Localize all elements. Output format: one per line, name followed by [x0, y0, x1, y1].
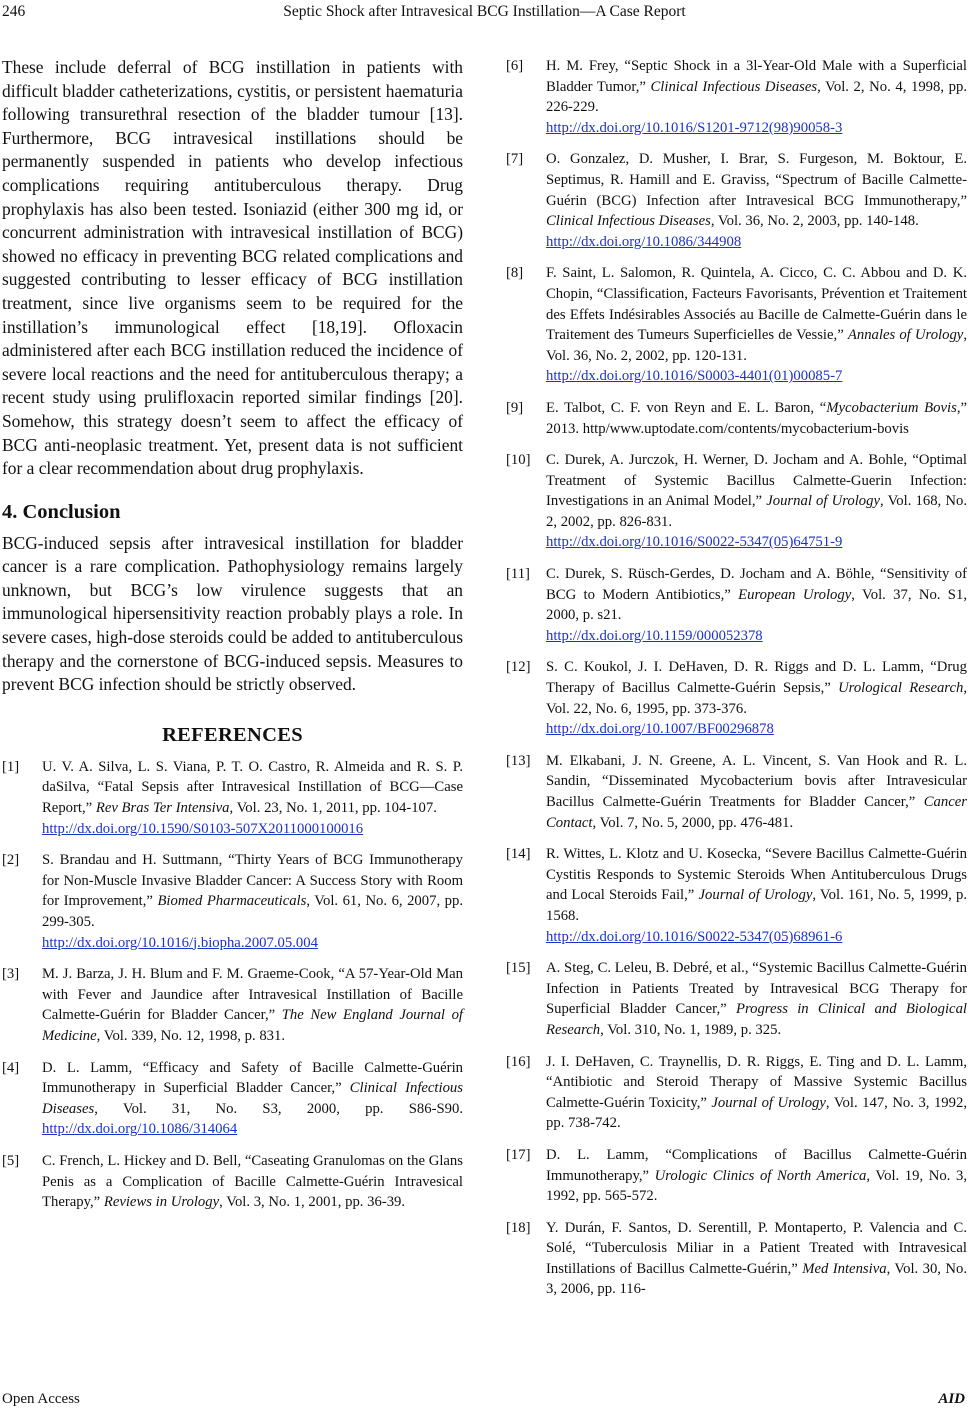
reference-text: C. French, L. Hickey and D. Bell, “Caseating Granulomas on the Glans Penis as a Complication of Bacille Calmette-Guérin Intravesical Therapy,” — [42, 1152, 463, 1211]
reference-journal: Journal of Urology — [766, 493, 881, 510]
reference-item — [506, 450, 967, 553]
reference-details: , Vol. 7, No. 5, 2000, pp. 476-481. — [592, 814, 794, 831]
reference-doi-link[interactable]: http://dx.doi.org/10.1007/BF00296878 — [546, 721, 774, 738]
reference-journal: Reviews in Urology — [103, 1194, 220, 1211]
reference-item — [506, 1218, 967, 1300]
reference-journal: Journal of Urology — [698, 887, 813, 904]
journal-abbrev: AID — [938, 1391, 965, 1407]
reference-item — [506, 398, 967, 439]
left-column — [2, 56, 463, 1224]
reference-number: [8] — [506, 265, 524, 282]
reference-details: , Vol. 168, No. 2, 2002, pp. 826-831. — [546, 493, 967, 530]
body-paragraph: These include deferral of BCG instillation in patients with difficult bladder catheterizations, cystitis, or persistent haematuria following transurethral resection of the bladder tumour [13]. Furthermore, BCG intravesical instillations should be permanently suspended in patients who develop infectious complications requiring antituberculous therapy. Drug prophylaxis has also been tested. Isoniazid (either 300 mg id, or concurrent administration with intravesical instillation of BCG) showed no efficacy in preventing BCG related complications and suggested contributing to lesser efficacy of BCG instillation treatment, since live organisms seem to be required for the instillation’s immunological effect [18,19]. Ofloxacin administered after each BCG instillation reduced the incidence of severe local reactions and the need for antituberculous therapy; a recent study using prulifloxacin reported similar findings [20]. Somehow, this strategy doesn’t seem to affect the efficacy of BCG anti-neoplasic treatment. Yet, present data is not sufficient for a clear recommendation about drug prophylaxis. — [2, 57, 463, 479]
reference-number: [4] — [2, 1059, 20, 1076]
reference-journal: Progress in Clinical and Biological Research — [546, 1001, 968, 1038]
reference-item — [506, 263, 967, 387]
reference-item — [506, 751, 967, 833]
reference-item — [506, 149, 967, 252]
reference-details: , Vol. 2, No. 4, 1998, pp. 226-229. — [546, 78, 967, 116]
reference-number: [6] — [506, 58, 524, 74]
reference-text: O. Gonzalez, D. Musher, I. Brar, S. Furgeson, M. Boktour, E. Septimus, R. Hamill and E. Graviss, “Spectrum of Bacille Calmette-Guérin (BCG) Infection after Intravesical BCG Immunotherapy,” — [546, 151, 967, 209]
reference-number: [18] — [506, 1219, 531, 1236]
reference-details: , Vol. 23, No. 1, 2011, pp. 104-107. — [229, 800, 437, 817]
reference-details: , Vol. 310, No. 1, 1989, p. 325. — [600, 1021, 782, 1038]
reference-doi-link[interactable]: http://dx.doi.org/10.1086/344908 — [546, 233, 742, 250]
reference-item — [506, 958, 967, 1040]
page-number: 246 — [2, 3, 26, 20]
reference-text: M. Elkabani, J. N. Greene, A. L. Vincent, S. Van Hook and R. L. Sandin, “Disseminated Mycobacterium bovis after Intravesicular Bacillus Calmette-Guérin Treatments for Bladder Cancer,” — [546, 752, 967, 810]
references-heading: REFERENCES — [162, 723, 303, 746]
reference-journal: Mycobacterium Bovis — [826, 399, 957, 416]
reference-doi-link[interactable]: http://dx.doi.org/10.1016/S0022-5347(05)68961-6 — [546, 928, 843, 945]
reference-text: F. Saint, L. Salomon, R. Quintela, A. Cicco, C. C. Abbou and D. K. Chopin, “Classification, Facteurs Favorisants, Prévention et Traitement des Effets Indésirables Associés au Bacille de Calmette-Guérin dans le Traitement des Tumeurs Superficielles de Vessie,” — [546, 265, 967, 344]
reference-text: C. Durek, A. Jurczok, H. Werner, D. Jocham and A. Bohle, “Optimal Treatment of Systemic Bacillus Calmette-Guerin Infection: Investigations in an Animal Model,” — [546, 452, 967, 510]
reference-number: [7] — [506, 151, 524, 168]
reference-text: R. Wittes, L. Klotz and U. Kosecka, “Severe Bacillus Calmette-Guérin Cystitis Responds to Systemic Steroids When Antituberculous Drugs and Local Steroids Fail,” — [546, 846, 967, 904]
reference-number: [11] — [506, 566, 530, 583]
reference-item — [2, 757, 463, 839]
reference-journal: Biomed Pharmaceuticals — [157, 893, 307, 910]
reference-doi-link[interactable]: http://dx.doi.org/10.1159/000052378 — [546, 627, 763, 644]
reference-number: [5] — [2, 1152, 20, 1169]
reference-details: ,” 2013. http/www.uptodate.com/contents/mycobacterium-bovis — [546, 399, 968, 437]
reference-text: J. I. DeHaven, C. Traynellis, D. R. Riggs, E. Ting and D. L. Lamm, “Antibiotic and Steroid Therapy of Massive Systemic Bacillus Calmette-Guérin Toxicity,” — [546, 1053, 967, 1111]
reference-number: [12] — [506, 659, 531, 676]
reference-doi-link[interactable]: http://dx.doi.org/10.1016/j.biopha.2007.05.004 — [42, 934, 318, 951]
reference-journal: Annales of Urology — [847, 327, 964, 344]
reference-text: H. M. Frey, “Septic Shock in a 3l-Year-Old Male with a Superficial Bladder Tumor,” — [546, 58, 967, 95]
reference-item — [2, 1151, 463, 1213]
reference-number: [3] — [2, 966, 20, 983]
open-access-label: Open Access — [2, 1391, 80, 1407]
reference-journal: The New England Journal of Medicine — [42, 1007, 463, 1044]
reference-details: , Vol. 36, No. 2, 2003, pp. 140-148. — [710, 213, 919, 230]
reference-details: , Vol. 147, No. 3, 1992, pp. 738-742. — [546, 1094, 967, 1132]
reference-number: [2] — [2, 852, 20, 869]
reference-text: U. V. A. Silva, L. S. Viana, P. T. O. Castro, R. Almeida and R. S. P. daSilva, “Fatal Sepsis after Intravesical Instillation of BCG—Case Report,” — [42, 758, 463, 817]
reference-details: , Vol. 61, No. 6, 2007, pp. 299-305. — [42, 893, 463, 930]
reference-item — [506, 1052, 967, 1134]
reference-number: [14] — [506, 846, 531, 863]
reference-journal: Cancer Contact — [546, 794, 967, 831]
reference-list-left — [2, 757, 463, 1213]
reference-text: A. Steg, C. Leleu, B. Debré, et al., “Systemic Bacillus Calmette-Guérin Infection in Patients Treated by Intravesical BCG Therapy for Superficial Bladder Cancer,” — [546, 960, 967, 1018]
reference-item — [506, 657, 967, 739]
reference-details: , Vol. 22, No. 6, 1995, pp. 373-376. — [546, 680, 968, 717]
reference-journal: Urological Research — [838, 680, 964, 697]
reference-doi-link[interactable]: http://dx.doi.org/10.1016/S0003-4401(01)00085-7 — [546, 368, 843, 385]
reference-journal: Med Intensiva — [802, 1260, 887, 1277]
reference-details: , Vol. 36, No. 2, 2002, pp. 120-131. — [546, 327, 967, 364]
reference-item — [506, 56, 967, 138]
reference-journal: Clinical Infectious Diseases — [546, 213, 711, 230]
reference-doi-link[interactable]: http://dx.doi.org/10.1590/S0103-507X2011000100016 — [42, 820, 364, 837]
reference-details: , Vol. 37, No. S1, 2000, p. s21. — [546, 586, 967, 624]
reference-details: , Vol. 31, No. S3, 2000, pp. S86-S90. — [94, 1100, 463, 1117]
conclusion-paragraph: BCG-induced sepsis after intravesical instillation for bladder cancer is a rare complication. Pathophysiology remains largely unknown, but BCG’s low virulence suggests that an immunological hipersensitivity reaction probably plays a role. In severe cases, high-dose steroids could be added to antituberculous therapy and the cornerstone of BCG-induced sepsis. Measures to prevent BCG infection should be strictly observed. — [2, 532, 463, 695]
reference-journal: Clinical Infectious Diseases — [42, 1080, 463, 1117]
reference-details: , Vol. 30, No. 3, 2006, pp. 116- — [546, 1260, 967, 1298]
reference-number: [15] — [506, 960, 531, 977]
right-column — [506, 56, 967, 1311]
reference-number: [1] — [2, 758, 20, 775]
reference-text: S. Brandau and H. Suttmann, “Thirty Years of BCG Immunotherapy for Non-Muscle Invasive Bladder Cancer: A Success Story with Room for Improvement,” — [42, 852, 463, 910]
reference-text: E. Talbot, C. F. von Reyn and E. L. Baron, “ — [546, 399, 827, 416]
reference-number: [9] — [506, 399, 524, 416]
reference-item — [2, 964, 463, 1046]
reference-doi-link[interactable]: http://dx.doi.org/10.1086/314064 — [42, 1121, 238, 1138]
reference-text: D. L. Lamm, “Complications of Bacillus Calmette-Guérin Immunotherapy,” — [546, 1146, 967, 1184]
reference-text: D. L. Lamm, “Efficacy and Safety of Bacille Calmette-Guérin Immunotherapy in Superficial Bladder Cancer,” — [42, 1059, 463, 1097]
reference-details: , Vol. 19, No. 3, 1992, pp. 565-572. — [546, 1167, 967, 1205]
reference-doi-link[interactable]: http://dx.doi.org/10.1016/S1201-9712(98)90058-3 — [546, 119, 843, 136]
reference-journal: Urologic Clinics of North America — [654, 1167, 867, 1184]
reference-journal: Rev Bras Ter Intensiva — [95, 800, 230, 817]
reference-text: M. J. Barza, J. H. Blum and F. M. Graeme-Cook, “A 57-Year-Old Man with Fever and Jaundice after Intravesical Instillation of Bacille Calmette-Guérin for Bladder Cancer,” — [42, 966, 463, 1024]
reference-doi-link[interactable]: http://dx.doi.org/10.1016/S0022-5347(05)64751-9 — [546, 534, 843, 551]
reference-details: , Vol. 161, No. 5, 1999, p. 1568. — [546, 887, 967, 924]
conclusion-heading: 4. Conclusion — [2, 500, 121, 523]
reference-item — [2, 1058, 463, 1140]
reference-number: [16] — [506, 1053, 531, 1070]
reference-number: [17] — [506, 1146, 531, 1163]
reference-journal: European Urology — [738, 586, 852, 603]
reference-text: Y. Durán, F. Santos, D. Serentill, P. Montaperto, P. Valencia and C. Solé, “Tuberculosis Miliar in a Patient Treated with Intravesical Instillations of Bacillus Calmette-Guérin,” — [546, 1219, 967, 1277]
reference-details: , Vol. 3, No. 1, 2001, pp. 36-39. — [219, 1194, 406, 1211]
reference-journal: Clinical Infectious Diseases — [650, 78, 818, 95]
reference-journal: Journal of Urology — [711, 1094, 826, 1111]
reference-list-right — [506, 56, 967, 1300]
reference-text: C. Durek, S. Rüsch-Gerdes, D. Jocham and A. Böhle, “Sensitivity of BCG to Modern Antibiotics,” — [546, 566, 967, 603]
reference-text: S. C. Koukol, J. I. DeHaven, D. R. Riggs and D. L. Lamm, “Drug Therapy of Bacillus Calmette-Guérin Sepsis,” — [546, 659, 967, 697]
reference-item — [506, 564, 967, 646]
reference-number: [13] — [506, 752, 531, 769]
reference-item — [506, 844, 967, 947]
reference-item — [2, 850, 463, 953]
running-title: Septic Shock after Intravesical BCG Instillation—A Case Report — [283, 3, 686, 20]
reference-details: , Vol. 339, No. 12, 1998, p. 831. — [96, 1027, 286, 1044]
reference-item — [506, 1145, 967, 1207]
reference-number: [10] — [506, 452, 531, 469]
